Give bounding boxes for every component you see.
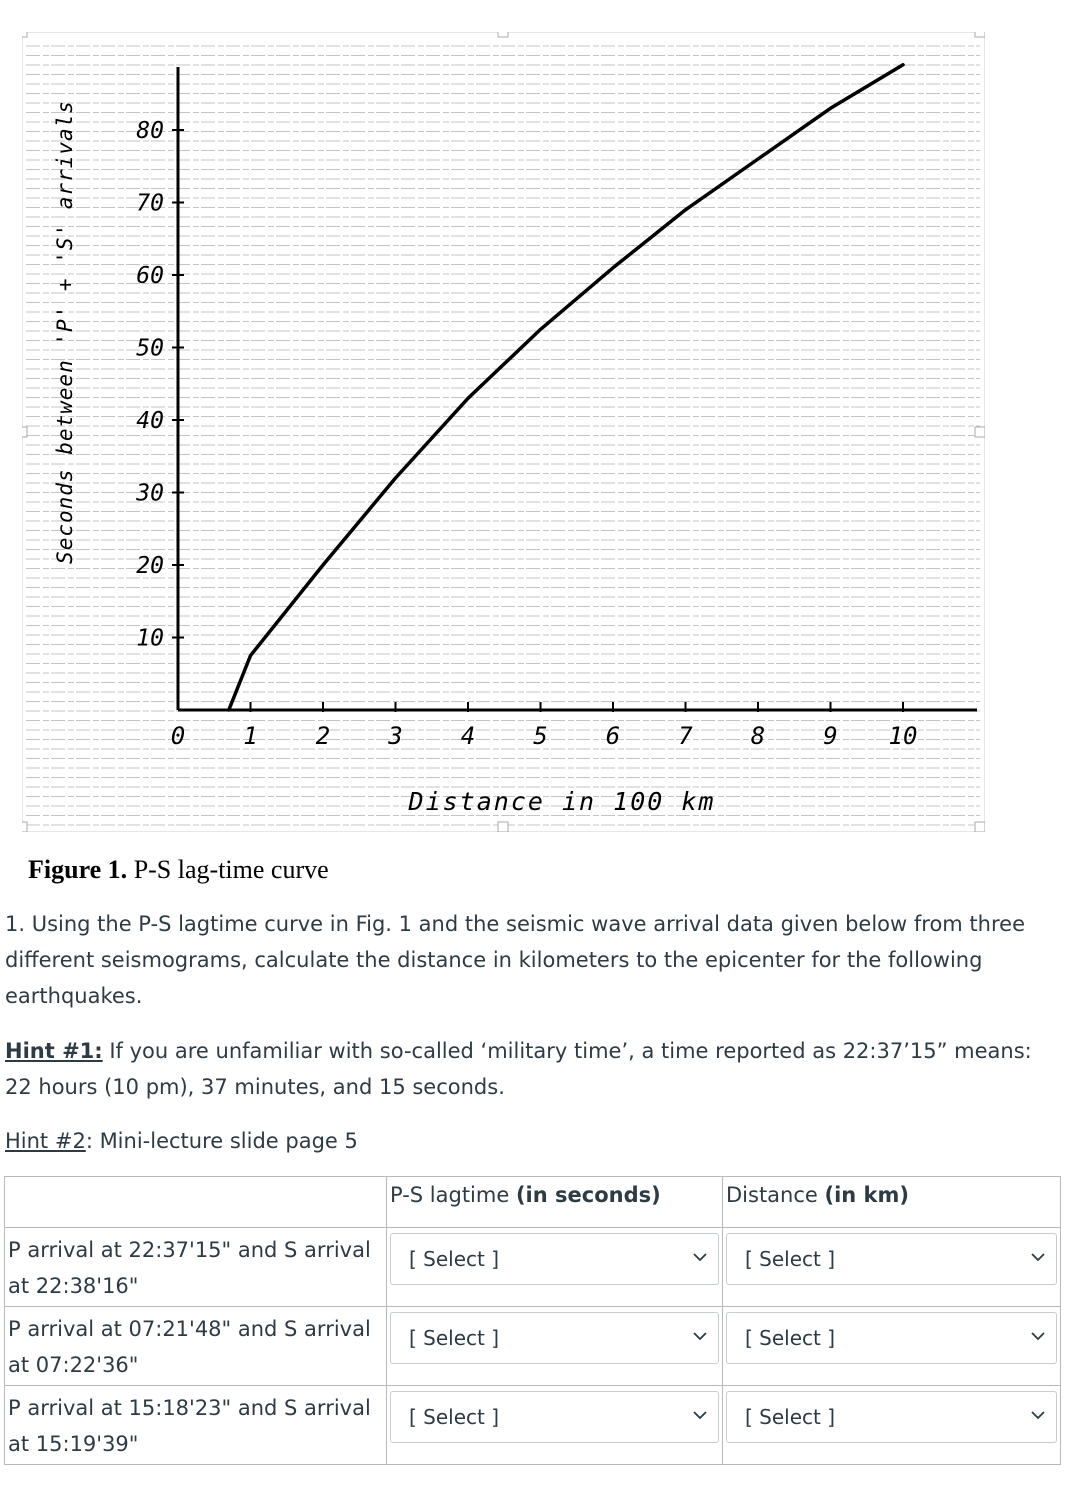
x-tick-label: 0 [170, 722, 186, 750]
x-tick-label: 2 [315, 722, 331, 750]
x-tick-label: 1 [243, 722, 258, 750]
y-tick-label: 10 [136, 625, 164, 652]
figure-caption-label: Figure 1. [28, 855, 128, 884]
table-row [5, 1386, 1061, 1465]
lagtime-select-2[interactable] [390, 1312, 719, 1364]
select-value: [ Select ] [745, 1405, 836, 1429]
x-axis-label: Distance in 100 km [408, 787, 716, 816]
answers-table [4, 1176, 1061, 1465]
select-value: [ Select ] [745, 1326, 836, 1350]
select-value: [ Select ] [745, 1247, 836, 1271]
y-tick-label: 50 [136, 335, 164, 362]
hint-2 [5, 1123, 358, 1159]
header-lagtime: P-S lagtime (in seconds) [387, 1177, 723, 1228]
lagtime-select-1[interactable] [390, 1233, 719, 1285]
row-label: P arrival at 15:18'23" and S arrival at 15:19'39" [5, 1386, 387, 1465]
x-tick-label: 10 [888, 722, 918, 750]
hint-2-label: Hint #2 [5, 1129, 86, 1153]
row-label: P arrival at 07:21'48" and S arrival at 07:22'36" [5, 1307, 387, 1386]
table-row [5, 1228, 1061, 1307]
lagtime-select-3[interactable] [390, 1391, 719, 1443]
figure-caption [28, 855, 329, 885]
y-tick-label: 20 [136, 553, 164, 579]
row-label: P arrival at 22:37'15" and S arrival at 22:38'16" [5, 1228, 387, 1307]
x-tick-label: 4 [460, 722, 476, 750]
x-tick-label: 7 [678, 722, 693, 750]
chevron-down-icon [1030, 1407, 1046, 1423]
select-value: [ Select ] [409, 1247, 500, 1271]
chevron-down-icon [1030, 1249, 1046, 1265]
table-header-row [5, 1177, 1061, 1228]
distance-select-2[interactable] [726, 1312, 1057, 1364]
header-distance: Distance (in km) [723, 1177, 1061, 1228]
chevron-down-icon [692, 1407, 708, 1423]
hint-2-text: : Mini-lecture slide page 5 [85, 1129, 358, 1153]
hint-1 [5, 1033, 1065, 1105]
select-value: [ Select ] [409, 1326, 500, 1350]
x-tick-label: 8 [750, 722, 766, 750]
header-blank [5, 1177, 387, 1228]
y-tick-label: 70 [136, 190, 164, 217]
chevron-down-icon [1030, 1328, 1046, 1344]
distance-select-3[interactable] [726, 1391, 1057, 1443]
y-tick-label: 60 [136, 263, 164, 289]
ps-lagtime-figure [22, 32, 985, 832]
question-text: 1. Using the P-S lagtime curve in Fig. 1 and the seismic wave arrival data given below from three different seismograms, calculate the distance in kilometers to the epicenter for the following earthquakes. [5, 912, 1025, 1008]
y-tick-label: 30 [136, 480, 164, 507]
x-tick-label: 9 [823, 722, 838, 750]
table-row [5, 1307, 1061, 1386]
x-tick-label: 6 [605, 722, 621, 750]
ps-lagtime-chart [22, 32, 985, 832]
select-value: [ Select ] [409, 1405, 500, 1429]
hint-1-label: Hint #1: [5, 1039, 103, 1063]
y-tick-label: 80 [136, 118, 164, 144]
chevron-down-icon [692, 1249, 708, 1265]
figure-caption-text: P-S lag-time curve [133, 855, 329, 884]
x-tick-label: 5 [533, 722, 548, 750]
hint-1-text: If you are unfamiliar with so-called ‘military time’, a time reported as 22:37’15” means: 22 hours (10 pm), 37 minutes, and 15 seconds. [5, 1039, 1032, 1099]
y-axis-label: Seconds between 'P' + 'S' arrivals [53, 100, 77, 564]
distance-select-1[interactable] [726, 1233, 1057, 1285]
x-tick-label: 3 [388, 722, 403, 750]
y-tick-label: 40 [136, 408, 164, 434]
chevron-down-icon [692, 1328, 708, 1344]
